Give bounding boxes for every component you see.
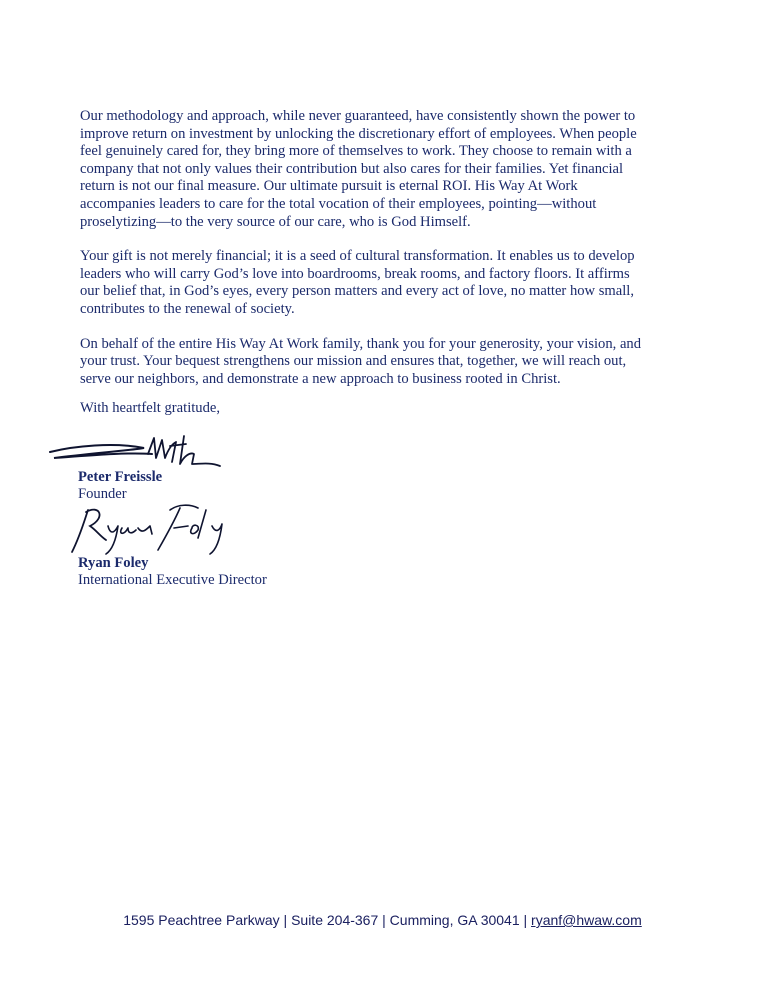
footer-email-link[interactable]: ryanf@hwaw.com bbox=[531, 912, 642, 928]
text-line: proselytizing—to the very source of our care, who is God Himself. bbox=[80, 213, 471, 230]
signature-ryan-foley bbox=[66, 500, 246, 558]
footer-address: 1595 Peachtree Parkway | Suite 204-367 | Cumming, GA 30041 | bbox=[123, 912, 532, 928]
text-line: feel genuinely cared for, they bring more of themselves to work. They choose to remain with a bbox=[80, 143, 632, 160]
text-line: return is not our final measure. Our ultimate pursuit is eternal ROI. His Way At Work bbox=[80, 178, 578, 195]
signer-block-director bbox=[78, 555, 267, 589]
text-line: your trust. Your bequest strengthens our mission and ensures that, together, we will reach out, bbox=[80, 353, 627, 370]
text-line: On behalf of the entire His Way At Work family, thank you for your generosity, your vision, and bbox=[80, 335, 642, 352]
text-line: contributes to the renewal of society. bbox=[80, 300, 295, 317]
text-line: serve our neighbors, and demonstrate a new approach to business rooted in Christ. bbox=[80, 370, 561, 387]
text-line: leaders who will carry God’s love into boardrooms, break rooms, and factory floors. It affirms bbox=[80, 265, 630, 282]
text-line: company that not only values their contribution but also cares for their families. Yet financial bbox=[80, 160, 624, 177]
letter-body bbox=[80, 108, 670, 405]
text-line: improve return on investment by unlocking the discretionary effort of employees. When people bbox=[80, 125, 637, 142]
text-line: our belief that, in God’s eyes, every person matters and every act of love, no matter how small, bbox=[80, 283, 634, 300]
signer-name: Peter Freissle bbox=[78, 469, 163, 485]
signer-title: Founder bbox=[78, 486, 127, 502]
paragraph-thanks bbox=[80, 336, 670, 389]
closing-salutation: With heartfelt gratitude, bbox=[80, 400, 221, 416]
text-line: Your gift is not merely financial; it is a seed of cultural transformation. It enables us to develop bbox=[80, 248, 635, 265]
paragraph-methodology bbox=[80, 108, 670, 231]
text-line: accompanies leaders to care for the total vocation of their employees, pointing—without bbox=[80, 195, 597, 212]
signature-peter-freissle bbox=[44, 428, 224, 474]
signer-name: Ryan Foley bbox=[78, 555, 149, 571]
signer-title: International Executive Director bbox=[78, 572, 267, 588]
letterhead-footer bbox=[0, 912, 765, 928]
text-line: Our methodology and approach, while never guaranteed, have consistently shown the power to bbox=[80, 108, 636, 124]
paragraph-gift bbox=[80, 248, 670, 318]
signer-block-founder bbox=[78, 469, 162, 503]
